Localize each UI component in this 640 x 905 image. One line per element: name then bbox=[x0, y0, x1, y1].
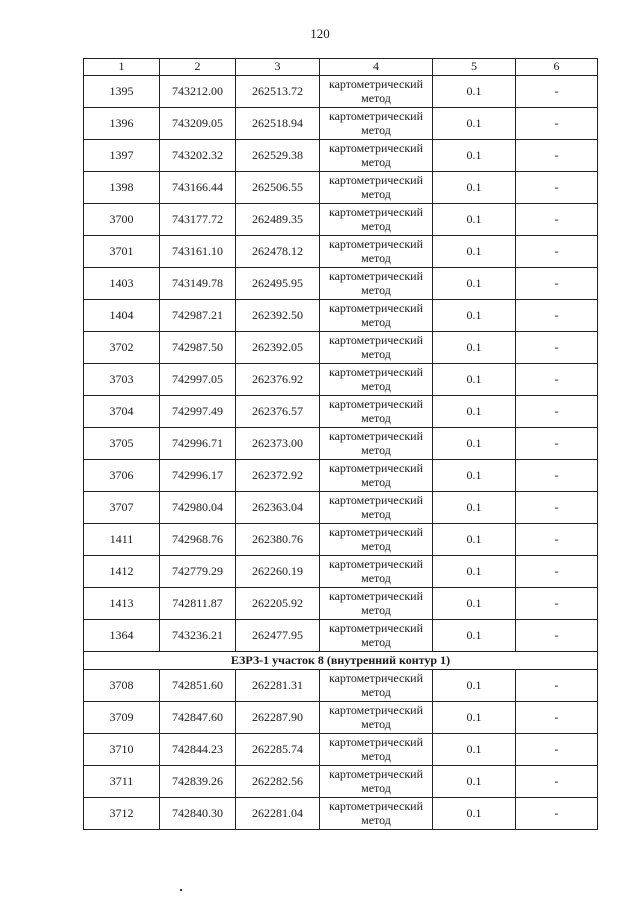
accuracy-cell: 0.1 bbox=[433, 140, 516, 172]
accuracy-cell: 0.1 bbox=[433, 766, 516, 798]
accuracy-cell: 0.1 bbox=[433, 428, 516, 460]
accuracy-cell: 0.1 bbox=[433, 396, 516, 428]
accuracy-cell: 0.1 bbox=[433, 364, 516, 396]
accuracy-cell: 0.1 bbox=[433, 236, 516, 268]
accuracy-cell: 0.1 bbox=[433, 492, 516, 524]
y-coordinate-cell: 262281.04 bbox=[236, 798, 320, 830]
method-cell: картометрический метод bbox=[320, 108, 433, 140]
y-coordinate-cell: 262506.55 bbox=[236, 172, 320, 204]
point-number-cell: 3704 bbox=[84, 396, 160, 428]
page-number: 120 bbox=[310, 26, 330, 41]
header-cell: 3 bbox=[236, 59, 320, 76]
note-cell: - bbox=[516, 428, 598, 460]
table-row bbox=[84, 396, 598, 428]
note-cell: - bbox=[516, 620, 598, 652]
note-cell: - bbox=[516, 332, 598, 364]
note-cell: - bbox=[516, 76, 598, 108]
table-row bbox=[84, 172, 598, 204]
x-coordinate-cell: 743149.78 bbox=[160, 268, 236, 300]
accuracy-cell: 0.1 bbox=[433, 172, 516, 204]
header-cell: 5 bbox=[433, 59, 516, 76]
x-coordinate-cell: 742997.49 bbox=[160, 396, 236, 428]
method-cell: картометрический метод bbox=[320, 140, 433, 172]
y-coordinate-cell: 262260.19 bbox=[236, 556, 320, 588]
x-coordinate-cell: 742779.29 bbox=[160, 556, 236, 588]
coordinates-table bbox=[83, 58, 598, 830]
accuracy-cell: 0.1 bbox=[433, 460, 516, 492]
note-cell: - bbox=[516, 460, 598, 492]
y-coordinate-cell: 262392.50 bbox=[236, 300, 320, 332]
note-cell: - bbox=[516, 524, 598, 556]
accuracy-cell: 0.1 bbox=[433, 76, 516, 108]
point-number-cell: 1395 bbox=[84, 76, 160, 108]
point-number-cell: 3708 bbox=[84, 670, 160, 702]
note-cell: - bbox=[516, 172, 598, 204]
method-cell: картометрический метод bbox=[320, 492, 433, 524]
x-coordinate-cell: 742987.21 bbox=[160, 300, 236, 332]
x-coordinate-cell: 743212.00 bbox=[160, 76, 236, 108]
method-cell: картометрический метод bbox=[320, 670, 433, 702]
table-row bbox=[84, 76, 598, 108]
y-coordinate-cell: 262376.92 bbox=[236, 364, 320, 396]
method-cell: картометрический метод bbox=[320, 556, 433, 588]
point-number-cell: 1412 bbox=[84, 556, 160, 588]
table-row bbox=[84, 670, 598, 702]
header-cell: 1 bbox=[84, 59, 160, 76]
x-coordinate-cell: 742847.60 bbox=[160, 702, 236, 734]
accuracy-cell: 0.1 bbox=[433, 204, 516, 236]
accuracy-cell: 0.1 bbox=[433, 556, 516, 588]
method-cell: картометрический метод bbox=[320, 702, 433, 734]
table-row bbox=[84, 364, 598, 396]
table-row bbox=[84, 460, 598, 492]
note-cell: - bbox=[516, 702, 598, 734]
y-coordinate-cell: 262376.57 bbox=[236, 396, 320, 428]
y-coordinate-cell: 262477.95 bbox=[236, 620, 320, 652]
y-coordinate-cell: 262495.95 bbox=[236, 268, 320, 300]
method-cell: картометрический метод bbox=[320, 734, 433, 766]
y-coordinate-cell: 262478.12 bbox=[236, 236, 320, 268]
note-cell: - bbox=[516, 556, 598, 588]
table-row bbox=[84, 524, 598, 556]
y-coordinate-cell: 262281.31 bbox=[236, 670, 320, 702]
x-coordinate-cell: 743209.05 bbox=[160, 108, 236, 140]
y-coordinate-cell: 262285.74 bbox=[236, 734, 320, 766]
table-row bbox=[84, 204, 598, 236]
x-coordinate-cell: 742996.17 bbox=[160, 460, 236, 492]
table-row bbox=[84, 798, 598, 830]
note-cell: - bbox=[516, 108, 598, 140]
method-cell: картометрический метод bbox=[320, 204, 433, 236]
note-cell: - bbox=[516, 734, 598, 766]
point-number-cell: 1403 bbox=[84, 268, 160, 300]
x-coordinate-cell: 743236.21 bbox=[160, 620, 236, 652]
y-coordinate-cell: 262282.56 bbox=[236, 766, 320, 798]
x-coordinate-cell: 743166.44 bbox=[160, 172, 236, 204]
table-body bbox=[84, 59, 598, 830]
point-number-cell: 3702 bbox=[84, 332, 160, 364]
x-coordinate-cell: 742851.60 bbox=[160, 670, 236, 702]
method-cell: картометрический метод bbox=[320, 588, 433, 620]
table-row bbox=[84, 268, 598, 300]
accuracy-cell: 0.1 bbox=[433, 620, 516, 652]
table-row bbox=[84, 702, 598, 734]
x-coordinate-cell: 743177.72 bbox=[160, 204, 236, 236]
method-cell: картометрический метод bbox=[320, 620, 433, 652]
x-coordinate-cell: 742987.50 bbox=[160, 332, 236, 364]
method-cell: картометрический метод bbox=[320, 428, 433, 460]
point-number-cell: 1398 bbox=[84, 172, 160, 204]
accuracy-cell: 0.1 bbox=[433, 300, 516, 332]
table-row bbox=[84, 620, 598, 652]
section-row bbox=[84, 652, 598, 670]
accuracy-cell: 0.1 bbox=[433, 268, 516, 300]
method-cell: картометрический метод bbox=[320, 332, 433, 364]
table-row bbox=[84, 332, 598, 364]
point-number-cell: 3709 bbox=[84, 702, 160, 734]
y-coordinate-cell: 262287.90 bbox=[236, 702, 320, 734]
table-row bbox=[84, 108, 598, 140]
accuracy-cell: 0.1 bbox=[433, 734, 516, 766]
x-coordinate-cell: 742839.26 bbox=[160, 766, 236, 798]
point-number-cell: 3701 bbox=[84, 236, 160, 268]
note-cell: - bbox=[516, 766, 598, 798]
point-number-cell: 3703 bbox=[84, 364, 160, 396]
note-cell: - bbox=[516, 588, 598, 620]
header-cell: 6 bbox=[516, 59, 598, 76]
table-row bbox=[84, 492, 598, 524]
x-coordinate-cell: 742968.76 bbox=[160, 524, 236, 556]
table-row bbox=[84, 236, 598, 268]
accuracy-cell: 0.1 bbox=[433, 670, 516, 702]
point-number-cell: 3700 bbox=[84, 204, 160, 236]
note-cell: - bbox=[516, 396, 598, 428]
point-number-cell: 1413 bbox=[84, 588, 160, 620]
method-cell: картометрический метод bbox=[320, 300, 433, 332]
note-cell: - bbox=[516, 670, 598, 702]
point-number-cell: 1411 bbox=[84, 524, 160, 556]
table-row bbox=[84, 300, 598, 332]
y-coordinate-cell: 262373.00 bbox=[236, 428, 320, 460]
y-coordinate-cell: 262372.92 bbox=[236, 460, 320, 492]
point-number-cell: 1404 bbox=[84, 300, 160, 332]
note-cell: - bbox=[516, 492, 598, 524]
accuracy-cell: 0.1 bbox=[433, 702, 516, 734]
accuracy-cell: 0.1 bbox=[433, 588, 516, 620]
accuracy-cell: 0.1 bbox=[433, 108, 516, 140]
y-coordinate-cell: 262380.76 bbox=[236, 524, 320, 556]
note-cell: - bbox=[516, 300, 598, 332]
scan-speck bbox=[180, 889, 182, 891]
header-cell: 4 bbox=[320, 59, 433, 76]
x-coordinate-cell: 743161.10 bbox=[160, 236, 236, 268]
method-cell: картометрический метод bbox=[320, 766, 433, 798]
point-number-cell: 3706 bbox=[84, 460, 160, 492]
x-coordinate-cell: 742996.71 bbox=[160, 428, 236, 460]
point-number-cell: 3712 bbox=[84, 798, 160, 830]
method-cell: картометрический метод bbox=[320, 798, 433, 830]
header-cell: 2 bbox=[160, 59, 236, 76]
accuracy-cell: 0.1 bbox=[433, 524, 516, 556]
y-coordinate-cell: 262489.35 bbox=[236, 204, 320, 236]
note-cell: - bbox=[516, 140, 598, 172]
table-row bbox=[84, 556, 598, 588]
point-number-cell: 1396 bbox=[84, 108, 160, 140]
table-row bbox=[84, 766, 598, 798]
point-number-cell: 3705 bbox=[84, 428, 160, 460]
method-cell: картометрический метод bbox=[320, 364, 433, 396]
point-number-cell: 3707 bbox=[84, 492, 160, 524]
header-row bbox=[84, 59, 598, 76]
y-coordinate-cell: 262205.92 bbox=[236, 588, 320, 620]
point-number-cell: 1364 bbox=[84, 620, 160, 652]
method-cell: картометрический метод bbox=[320, 460, 433, 492]
note-cell: - bbox=[516, 268, 598, 300]
table-row bbox=[84, 140, 598, 172]
method-cell: картометрический метод bbox=[320, 236, 433, 268]
x-coordinate-cell: 742844.23 bbox=[160, 734, 236, 766]
y-coordinate-cell: 262513.72 bbox=[236, 76, 320, 108]
method-cell: картометрический метод bbox=[320, 172, 433, 204]
method-cell: картометрический метод bbox=[320, 76, 433, 108]
method-cell: картометрический метод bbox=[320, 524, 433, 556]
x-coordinate-cell: 742980.04 bbox=[160, 492, 236, 524]
table-row bbox=[84, 428, 598, 460]
y-coordinate-cell: 262518.94 bbox=[236, 108, 320, 140]
note-cell: - bbox=[516, 364, 598, 396]
accuracy-cell: 0.1 bbox=[433, 332, 516, 364]
x-coordinate-cell: 742840.30 bbox=[160, 798, 236, 830]
method-cell: картометрический метод bbox=[320, 396, 433, 428]
x-coordinate-cell: 742997.05 bbox=[160, 364, 236, 396]
note-cell: - bbox=[516, 236, 598, 268]
table-row bbox=[84, 734, 598, 766]
y-coordinate-cell: 262529.38 bbox=[236, 140, 320, 172]
x-coordinate-cell: 743202.32 bbox=[160, 140, 236, 172]
note-cell: - bbox=[516, 204, 598, 236]
y-coordinate-cell: 262363.04 bbox=[236, 492, 320, 524]
point-number-cell: 3711 bbox=[84, 766, 160, 798]
table-row bbox=[84, 588, 598, 620]
x-coordinate-cell: 742811.87 bbox=[160, 588, 236, 620]
method-cell: картометрический метод bbox=[320, 268, 433, 300]
point-number-cell: 3710 bbox=[84, 734, 160, 766]
note-cell: - bbox=[516, 798, 598, 830]
y-coordinate-cell: 262392.05 bbox=[236, 332, 320, 364]
accuracy-cell: 0.1 bbox=[433, 798, 516, 830]
section-title: ЕЗРЗ-1 участок 8 (внутренний контур 1) bbox=[84, 652, 598, 670]
point-number-cell: 1397 bbox=[84, 140, 160, 172]
